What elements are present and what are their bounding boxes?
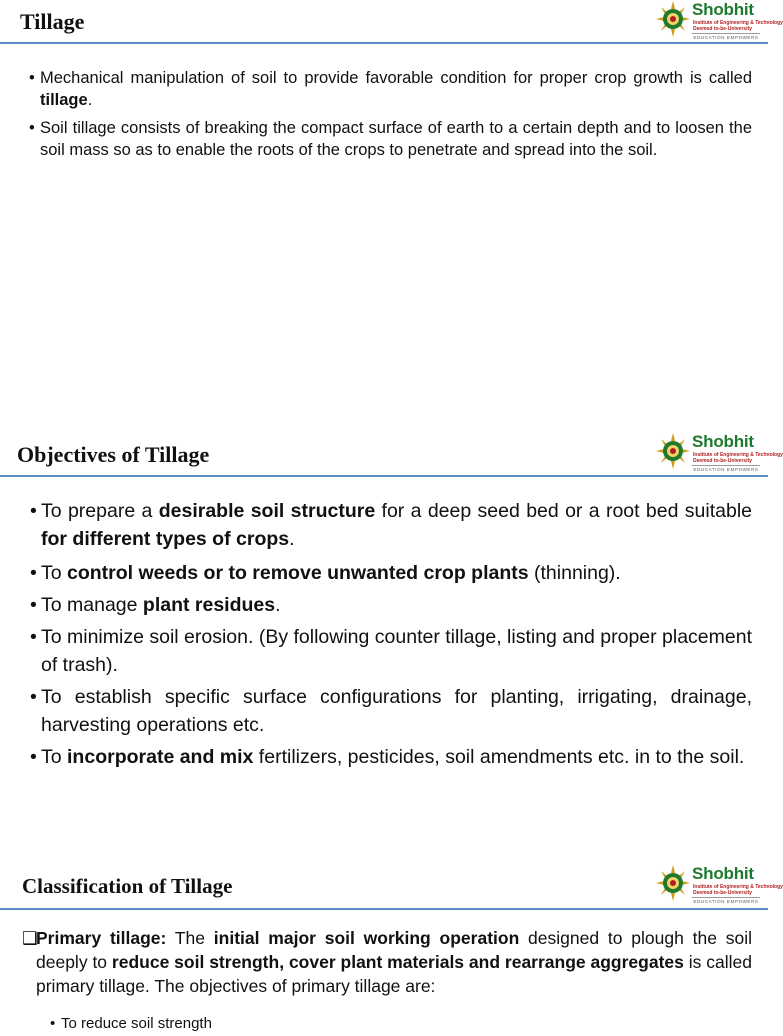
university-logo	[656, 864, 783, 908]
logo-subtitle: Institute of Engineering & Technology	[693, 884, 783, 890]
slide-objectives-of-tillage	[0, 430, 783, 848]
bullet-marker: •	[30, 626, 37, 648]
bullet-text: To manage	[41, 594, 143, 616]
bullet-text-bold: tillage	[40, 91, 88, 109]
bullet-marker: •	[50, 1015, 56, 1032]
bullet-text: To reduce soil strength	[61, 1015, 212, 1032]
bullet-text-bold: initial major soil working operation	[213, 928, 520, 948]
bullet-item	[30, 743, 752, 771]
logo-tagline: EDUCATION EMPOWERS	[693, 899, 759, 904]
logo-emblem-icon	[656, 432, 690, 470]
bullet-marker: •	[29, 69, 35, 87]
bullet-item	[30, 497, 753, 553]
logo-brand-text: Shobhit	[692, 432, 754, 451]
bullet-text-bold: control weeds or to remove unwanted crop plants	[67, 562, 529, 584]
slide-title: Classification of Tillage	[22, 874, 233, 898]
bullet-text: To minimize soil erosion. (By following counter tillage, listing and proper placement of trash).	[41, 626, 753, 676]
bullet-text: To establish specific surface configurations for planting, irrigating, drainage, harvesting operations etc.	[41, 686, 752, 736]
logo-brand-text: Shobhit	[692, 864, 754, 883]
title-divider	[0, 475, 768, 477]
bullet-item	[30, 623, 753, 679]
logo-brand-text: Shobhit	[692, 0, 754, 19]
university-logo	[656, 432, 783, 476]
logo-emblem-icon	[656, 864, 690, 902]
bullet-text: .	[289, 528, 295, 550]
bullet-text: .	[275, 594, 281, 616]
bullet-text: for a deep seed bed or a root bed suitable	[375, 500, 753, 522]
checkbox-bullet-icon: ❑	[22, 928, 38, 948]
bullet-item	[30, 559, 752, 587]
bullet-item	[29, 67, 752, 111]
logo-tagline: EDUCATION EMPOWERS	[693, 35, 759, 40]
bullet-text: (thinning).	[528, 562, 621, 584]
bullet-text: To	[41, 562, 68, 584]
bullet-text: The	[166, 928, 214, 948]
logo-emblem-icon	[656, 0, 690, 38]
slide-title: Tillage	[20, 9, 85, 34]
bullet-text-bold: desirable soil structure	[158, 500, 376, 522]
bullet-item	[30, 683, 752, 739]
slide-title: Objectives of Tillage	[17, 442, 210, 467]
bullet-text-bold: incorporate and mix	[67, 746, 254, 768]
bullet-text: is called primary tillage. The objectives of primary tillage are:	[36, 952, 752, 996]
bullet-marker: •	[30, 562, 37, 584]
bullet-marker: •	[30, 500, 37, 522]
bullet-text-bold: plant residues	[142, 594, 276, 616]
bullet-text-bold: Primary tillage:	[36, 928, 167, 948]
bullet-text: .	[87, 91, 93, 109]
university-logo	[656, 0, 783, 44]
bullet-text: Soil tillage consists of breaking the compact surface of earth to a certain depth and to loosen the soil mass so as to enable the roots of the crops to penetrate and spread into the soil.	[40, 119, 752, 159]
bullet-text: fertilizers, pesticides, soil amendments etc. in to the soil.	[253, 746, 745, 768]
bullet-list	[29, 67, 752, 161]
slide-classification-of-tillage	[0, 858, 783, 1032]
logo-subtitle: Deemed to-be-University	[693, 26, 752, 32]
bullet-text: To prepare a	[41, 500, 159, 522]
bullet-list	[22, 926, 752, 1036]
bullet-marker: •	[29, 119, 35, 137]
bullet-marker: •	[30, 746, 37, 768]
bullet-text: Mechanical manipulation of soil to provide favorable condition for proper crop growth is called	[40, 69, 752, 87]
logo-tagline: EDUCATION EMPOWERS	[693, 467, 759, 472]
bullet-item	[50, 1012, 752, 1036]
logo-subtitle: Deemed to-be-University	[693, 458, 752, 464]
bullet-text: designed to plough the soil deeply to	[36, 928, 752, 972]
bullet-text: To	[41, 746, 68, 768]
logo-subtitle: Institute of Engineering & Technology	[693, 20, 783, 26]
logo-subtitle: Deemed to-be-University	[693, 890, 752, 896]
bullet-text-bold: reduce soil strength, cover plant materials and rearrange aggregates	[111, 952, 684, 972]
slide-tillage	[0, 0, 783, 420]
title-divider	[0, 42, 768, 44]
bullet-item	[30, 591, 752, 619]
logo-subtitle: Institute of Engineering & Technology	[693, 452, 783, 458]
bullet-text-bold: for different types of crops	[41, 528, 290, 550]
bullet-marker: •	[30, 686, 37, 708]
bullet-item	[29, 117, 752, 161]
title-divider	[0, 908, 768, 910]
bullet-list	[30, 497, 753, 771]
bullet-item	[22, 926, 752, 998]
bullet-marker: •	[30, 594, 37, 616]
